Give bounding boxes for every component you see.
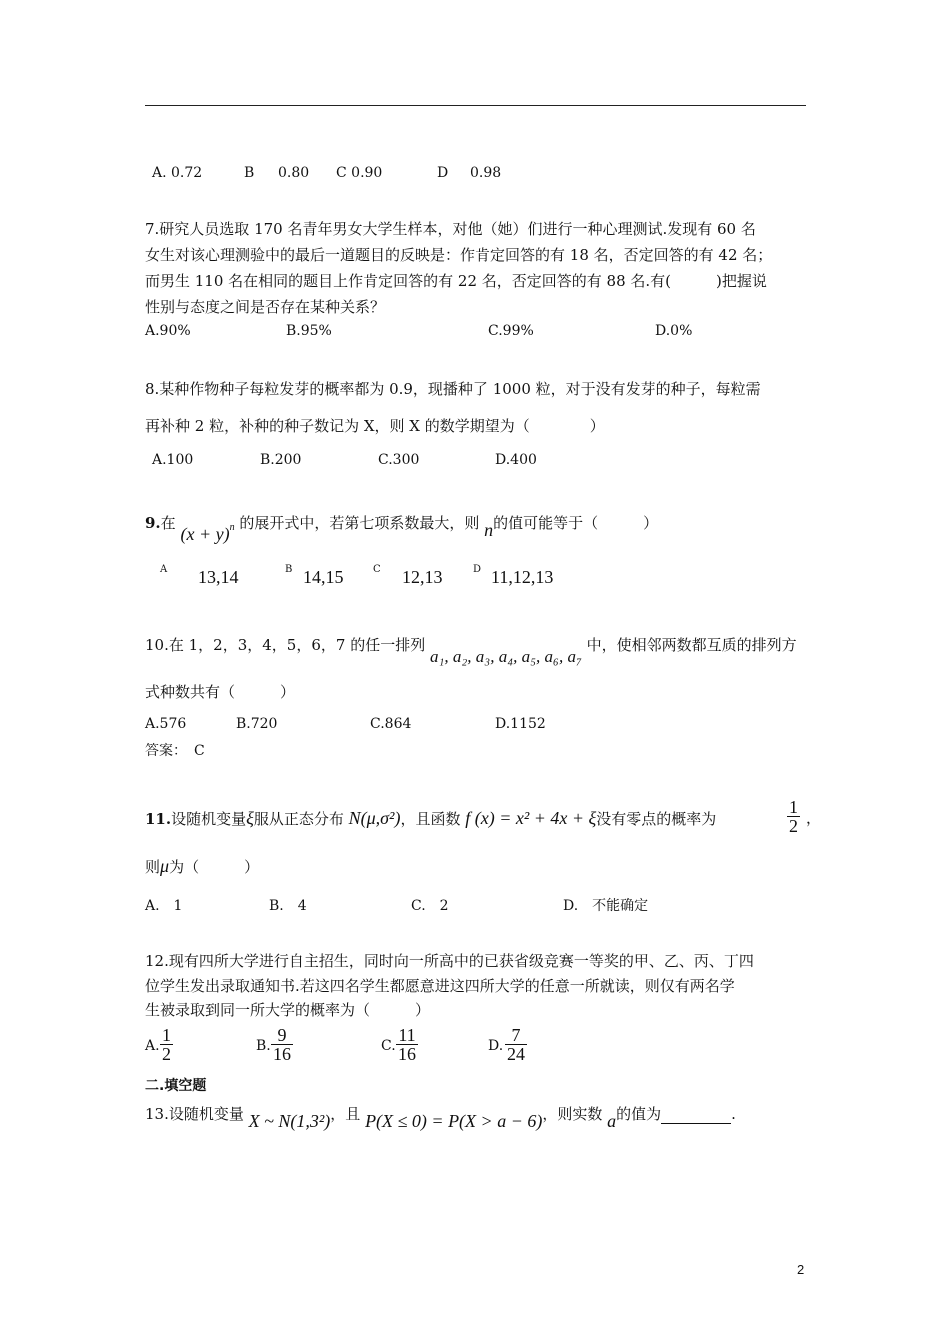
- q9-variable: n: [484, 520, 494, 540]
- q6-option-a: A. 0.72: [152, 165, 203, 181]
- q11-option-a: A. 1: [145, 898, 183, 914]
- q12-option-b-label: B.: [256, 1038, 271, 1054]
- q10-stem: [145, 635, 797, 666]
- q13-answer-blank: [661, 1107, 731, 1124]
- q8-line-1: 8.某种作物种子每粒发芽的概率都为 0.9，现播种了 1000 粒，对于没有发芽的种子，每粒需: [145, 380, 761, 398]
- q11-text-3: ，且函数: [400, 810, 461, 828]
- q9-option-c: 12,13: [402, 567, 443, 587]
- q9-expression: $(x + y)^n$: [180, 522, 235, 544]
- q9-number: 9.: [145, 514, 161, 532]
- q12-option-a-label: A.: [145, 1038, 160, 1054]
- q7-line-1: 7.研究人员选取 170 名青年男女大学生样本，对他（她）们进行一种心理测试.发现有 60 名: [145, 220, 756, 238]
- q10-text-1: 10.在 1，2，3，4，5，6，7 的任一排列: [145, 636, 426, 654]
- q9-text-3: 的值可能等于（ ）: [493, 514, 659, 532]
- q11-line-2: 则μ为（ ）: [145, 856, 260, 876]
- q10-option-a: A.576: [145, 716, 187, 732]
- q10-option-d: D.1152: [495, 716, 546, 732]
- q11-stem: [145, 808, 716, 829]
- q12-option-a: $\frac{1}{2}$: [162, 1025, 171, 1064]
- q12-line-3: 生被录取到同一所大学的概率为（ ）: [145, 1001, 431, 1019]
- q11-mu: μ: [160, 856, 170, 876]
- q7-line-4: 性别与态度之间是否存在某种关系？: [145, 298, 386, 316]
- q12-option-b: $\frac{9}{16}$: [273, 1025, 291, 1064]
- q6-option-b: 0.80: [278, 165, 310, 181]
- q11-option-d: D. 不能确定: [563, 898, 649, 914]
- q9-option-d: 11,12,13: [491, 567, 554, 587]
- q9-text-1: 在: [160, 514, 176, 532]
- q9-option-a: 13,14: [198, 567, 239, 587]
- q7-option-d: D.0%: [655, 323, 693, 339]
- q11-function: f (x) = x² + 4x + ξ: [465, 808, 597, 828]
- q13-text-3: ，则实数: [542, 1105, 603, 1123]
- q11-option-c: C. 2: [411, 898, 449, 914]
- q6-option-b-label: B: [244, 165, 255, 181]
- q9-option-b-label: B: [285, 564, 293, 575]
- q8-option-c: C.300: [378, 452, 420, 468]
- q10-answer: 答案： C: [145, 743, 205, 759]
- q9-option-a-label: A: [160, 564, 168, 575]
- q11-comma: ，: [806, 809, 822, 827]
- q13-variable: a: [607, 1111, 617, 1131]
- q13-end: .: [731, 1105, 736, 1123]
- q8-option-d: D.400: [495, 452, 537, 468]
- q7-option-a: A.90%: [145, 323, 191, 339]
- header-rule: [145, 105, 806, 106]
- q6-option-d: 0.98: [470, 165, 502, 181]
- q10-option-c: C.864: [370, 716, 412, 732]
- q12-line-2: 位学生发出录取通知书.若这四名学生都愿意进这四所大学的任意一所就读，则仅有两名学: [145, 977, 735, 995]
- q9-option-b: 14,15: [303, 567, 344, 587]
- section-heading-fill-in: 二.填空题: [145, 1078, 207, 1094]
- q13-text-2: ，且: [330, 1105, 361, 1123]
- q8-line-2: 再补种 2 粒，补种的种子数记为 X，则 X 的数学期望为（ ）: [145, 417, 605, 435]
- q9-stem: [145, 510, 659, 544]
- q11-text-1: 设随机变量: [171, 810, 247, 828]
- page-number: 2: [797, 1262, 805, 1277]
- q11-option-b: B. 4: [269, 898, 307, 914]
- q12-option-d-label: D.: [488, 1038, 504, 1054]
- q11-fraction: $\frac{1}{2}$: [789, 797, 798, 836]
- q11-distribution: N(μ,σ²): [348, 808, 401, 828]
- q10-option-b: B.720: [236, 716, 278, 732]
- q12-option-d: $\frac{7}{24}$: [507, 1025, 525, 1064]
- q13-stem: [145, 1103, 736, 1131]
- q10-text-2: 中，使相邻两数都互质的排列方: [586, 636, 797, 654]
- q7-line-3: 而男生 110 名在相同的题目上作肯定回答的有 22 名，否定回答的有 88 名.有( )把握说: [145, 272, 767, 290]
- q13-distribution: X ~ N(1,3²): [248, 1111, 331, 1131]
- q9-option-c-label: C: [373, 564, 381, 575]
- q6-option-c: C 0.90: [336, 165, 383, 181]
- q11-text-4: 没有零点的概率为: [596, 810, 717, 828]
- q13-text-4: 的值为: [616, 1105, 662, 1123]
- q7-line-2: 女生对该心理测验中的最后一道题目的反映是：作肯定回答的有 18 名，否定回答的有 42 名；: [145, 246, 773, 264]
- q12-option-c: $\frac{11}{16}$: [398, 1025, 416, 1064]
- q7-option-b: B.95%: [286, 323, 332, 339]
- q13-text-1: 13.设随机变量: [145, 1105, 244, 1123]
- q11-number: 11.: [145, 810, 172, 828]
- q6-option-d-label: D: [437, 165, 449, 181]
- q8-option-b: B.200: [260, 452, 302, 468]
- q8-option-a: A.100: [152, 452, 194, 468]
- q9-option-d-label: D: [473, 564, 482, 575]
- q12-line-1: 12.现有四所大学进行自主招生，同时向一所高中的已获省级竞赛一等奖的甲、乙、丙、丁四: [145, 952, 754, 970]
- q10-sequence: a₁, a₂, a₃, a₄, a₅, a₆, a₇: [429, 647, 582, 666]
- q12-option-c-label: C.: [381, 1038, 396, 1054]
- q9-text-2: 的展开式中，若第七项系数最大，则: [239, 514, 480, 532]
- q10-line-2: 式种数共有（ ）: [145, 683, 296, 701]
- q11-text-2: 服从正态分布: [253, 810, 344, 828]
- q13-condition: P(X ≤ 0) = P(X > a − 6): [365, 1111, 543, 1131]
- q11-xi: ξ: [246, 808, 254, 828]
- q7-option-c: C.99%: [488, 323, 534, 339]
